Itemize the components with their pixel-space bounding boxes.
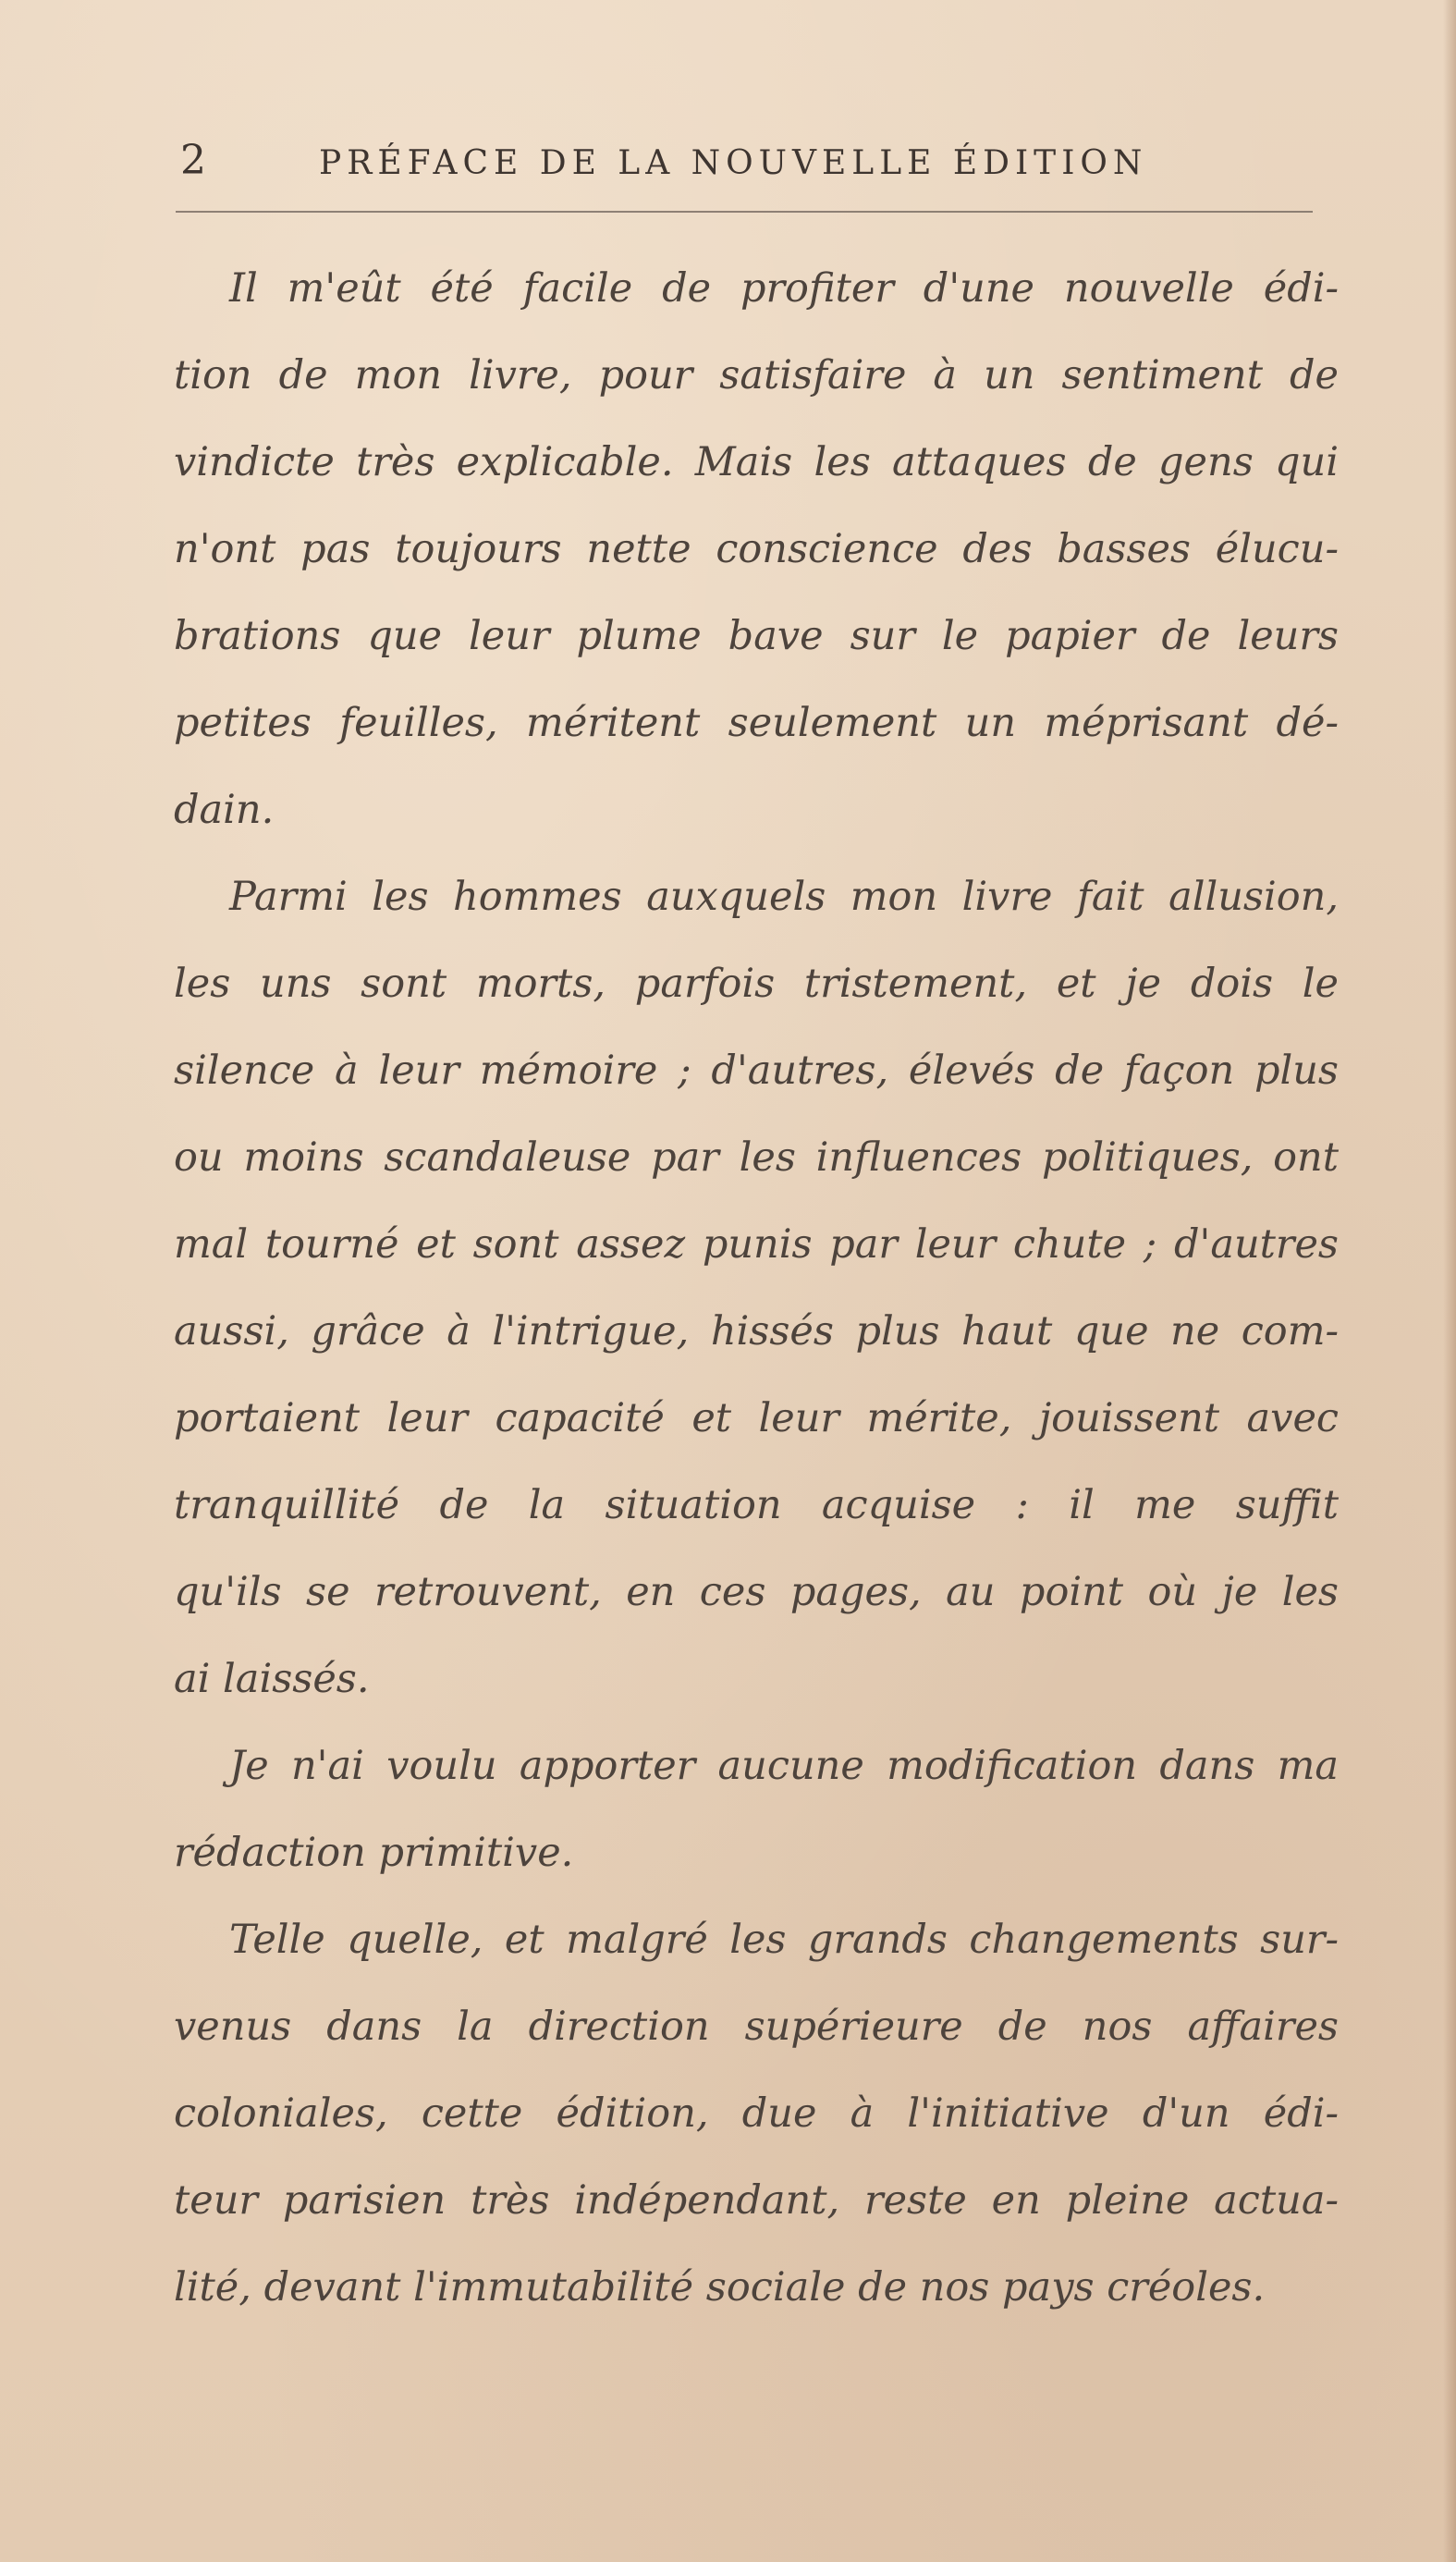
text-line: teur parisien très indépendant, reste en pleine actua- xyxy=(174,2177,1339,2224)
text-line: tion de mon livre, pour satisfaire à un sentiment de xyxy=(174,352,1339,398)
text-line: Parmi les hommes auxquels mon livre fait allusion, xyxy=(229,874,1339,920)
page-header xyxy=(180,137,1308,211)
text-line: rédaction primitive. xyxy=(174,1830,574,1876)
page-edge-shadow xyxy=(1443,0,1456,2562)
text-line: ou moins scandaleuse par les influences politiques, ont xyxy=(174,1134,1339,1181)
body-text xyxy=(174,245,1339,2331)
text-line: mal tourné et sont assez punis par leur chute ; d'autres xyxy=(174,1221,1339,1268)
text-line: les uns sont morts, parfois tristement, et je dois le xyxy=(174,961,1339,1007)
running-head: PRÉFACE DE LA NOUVELLE ÉDITION xyxy=(319,144,1148,182)
page-number: 2 xyxy=(180,137,206,184)
text-line: n'ont pas toujours nette conscience des basses élucu- xyxy=(174,526,1339,572)
text-line: vindicte très explicable. Mais les attaques de gens qui xyxy=(174,439,1339,485)
text-line: ai laissés. xyxy=(174,1656,370,1702)
text-line: petites feuilles, méritent seulement un méprisant dé- xyxy=(174,700,1339,746)
text-line: Telle quelle, et malgré les grands changements sur- xyxy=(229,1917,1339,1963)
text-line: dain. xyxy=(174,787,275,833)
text-line: venus dans la direction supérieure de nos affaires xyxy=(174,2004,1339,2050)
header-rule xyxy=(176,211,1313,213)
text-line: brations que leur plume bave sur le papier de leurs xyxy=(174,613,1339,659)
text-line: Je n'ai voulu apporter aucune modification dans ma xyxy=(229,1743,1339,1789)
text-line: qu'ils se retrouvent, en ces pages, au point où je les xyxy=(174,1569,1339,1615)
text-line: Il m'eût été facile de profiter d'une nouvelle édi- xyxy=(229,265,1339,312)
text-line: coloniales, cette édition, due à l'initiative d'un édi- xyxy=(174,2090,1339,2137)
text-line: lité, devant l'immutabilité sociale de nos pays créoles. xyxy=(174,2264,1266,2311)
text-line: portaient leur capacité et leur mérite, jouissent avec xyxy=(174,1395,1339,1441)
text-line: aussi, grâce à l'intrigue, hissés plus haut que ne com- xyxy=(174,1308,1339,1355)
text-line: tranquillité de la situation acquise : il me suffit xyxy=(174,1482,1339,1528)
text-line: silence à leur mémoire ; d'autres, élevés de façon plus xyxy=(174,1048,1339,1094)
